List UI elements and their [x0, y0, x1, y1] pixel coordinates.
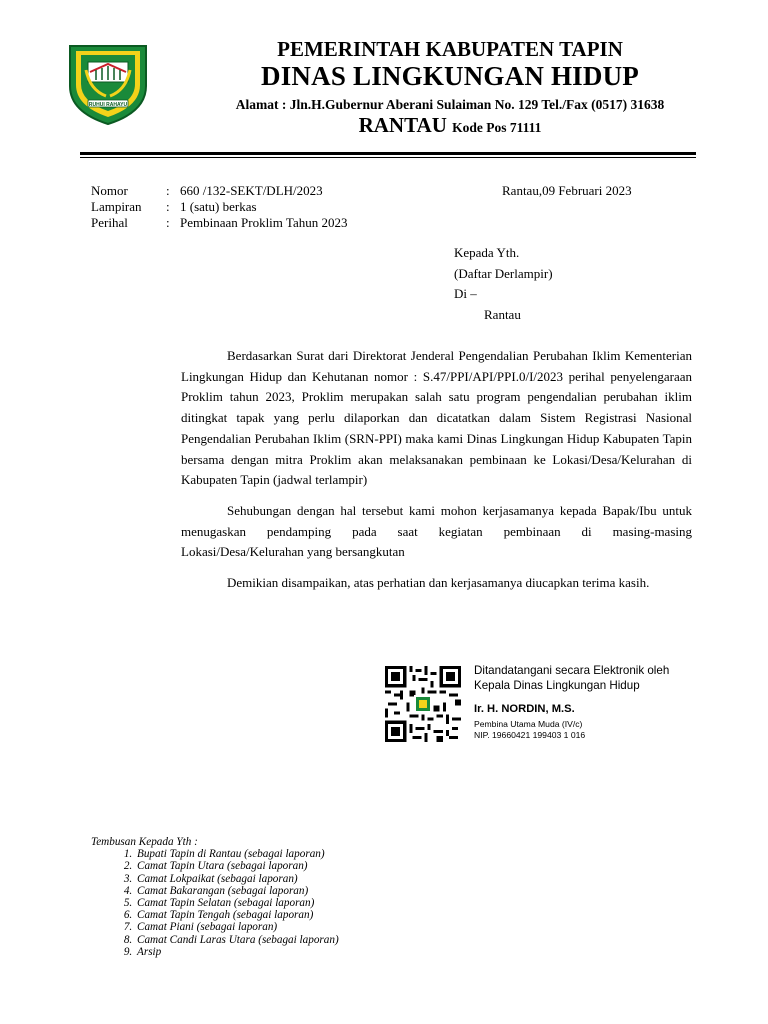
meta-attachment [91, 199, 257, 215]
cc-item: 9. Arsip [135, 946, 339, 958]
recipient-line-1: Kepada Yth. [454, 245, 520, 260]
meta-number-value: 660 /132-SEKT/DLH/2023 [180, 183, 323, 198]
qr-code [385, 666, 461, 742]
government-name: PEMERINTAH KABUPATEN TAPIN [277, 37, 623, 61]
meta-number-label: Nomor [91, 183, 128, 198]
signature-line-1: Ditandatangani secara Elektronik oleh [474, 664, 670, 677]
cc-item: 4. Camat Bakarangan (sebagai laporan) [135, 885, 339, 897]
city-line [160, 113, 740, 138]
letter-body [181, 346, 692, 604]
body-paragraph-2: Sehubungan dengan hal tersebut kami mohon kerjasamanya kepada Bapak/Ibu untuk menugaskan pendamping pada saat kegiatan pembinaan di masing-masing Lokasi/Desa/Kelurahan yang bersangkutan [181, 502, 692, 560]
recipient-line-4: Rantau [484, 307, 521, 322]
meta-attachment-value: 1 (satu) berkas [180, 199, 257, 214]
recipient-line-2: (Daftar Derlampir) [454, 266, 553, 281]
city-name: RANTAU [358, 113, 447, 137]
cc-section [91, 836, 339, 958]
meta-separator: : [166, 215, 170, 230]
logo-motto: RUHUI RAHAYU [88, 102, 128, 108]
meta-separator: : [166, 183, 170, 198]
cc-item: 3. Camat Lokpaikat (sebagai laporan) [135, 873, 339, 885]
signatory-rank: Pembina Utama Muda (IV/c) [474, 719, 583, 729]
postal-code: Kode Pos 71111 [452, 120, 542, 135]
meta-attachment-label: Lampiran [91, 199, 142, 214]
signatory-name: Ir. H. NORDIN, M.S. [474, 703, 575, 715]
header-rule-thick [80, 152, 696, 155]
recipient-line-3: Di – [454, 286, 477, 301]
cc-list [91, 848, 339, 958]
body-paragraph-1: Berdasarkan Surat dari Direktorat Jenderal Pengendalian Perubahan Iklim Kementerian Lingkungan Hidup dan Kehutanan nomor : S.47/PPI/API/PPI.0/I/2023 perihal penyelengaraan Proklim tahun 2023, Proklim merupakan salah satu program pengendalian perubahan iklim ditingkat tapak yang perlu dilaporkan dan dicatatkan dalam Sistem Registrasi Nasional Pengendalian Perubahan Iklim (SRN-PPI) maka kami Dinas Lingkungan Hidup Kabupaten Tapin bersama dengan mitra Proklim akan melaksanakan pembinaan ke Lokasi/Desa/Kelurahan di Kabupaten Tapin (jadwal terlampir) [181, 348, 692, 488]
cc-item: 2. Camat Tapin Utara (sebagai laporan) [135, 860, 339, 872]
cc-item: 7. Camat Piani (sebagai laporan) [135, 921, 339, 933]
regency-logo [66, 40, 150, 126]
meta-number [91, 183, 323, 199]
place-date: Rantau,09 Februari 2023 [502, 183, 632, 198]
header-rule-thin [80, 157, 696, 158]
cc-item: 6. Camat Tapin Tengah (sebagai laporan) [135, 909, 339, 921]
meta-subject [91, 215, 347, 231]
signature-line-2: Kepala Dinas Lingkungan Hidup [474, 679, 640, 692]
agency-name: DINAS LINGKUNGAN HIDUP [261, 61, 639, 91]
meta-separator: : [166, 199, 170, 214]
cc-item: 1. Bupati Tapin di Rantau (sebagai laporan) [135, 848, 339, 860]
cc-item: 8. Camat Candi Laras Utara (sebagai laporan) [135, 934, 339, 946]
meta-subject-value: Pembinaan Proklim Tahun 2023 [180, 215, 348, 230]
cc-item: 5. Camat Tapin Selatan (sebagai laporan) [135, 897, 339, 909]
meta-subject-label: Perihal [91, 215, 128, 230]
signatory-nip: NIP. 19660421 199403 1 016 [474, 730, 586, 740]
cc-title: Tembusan Kepada Yth : [91, 836, 198, 848]
agency-address: Alamat : Jln.H.Gubernur Aberani Sulaiman No. 129 Tel./Fax (0517) 31638 [235, 97, 665, 112]
body-paragraph-3: Demikian disampaikan, atas perhatian dan kerjasamanya diucapkan terima kasih. [227, 575, 650, 591]
